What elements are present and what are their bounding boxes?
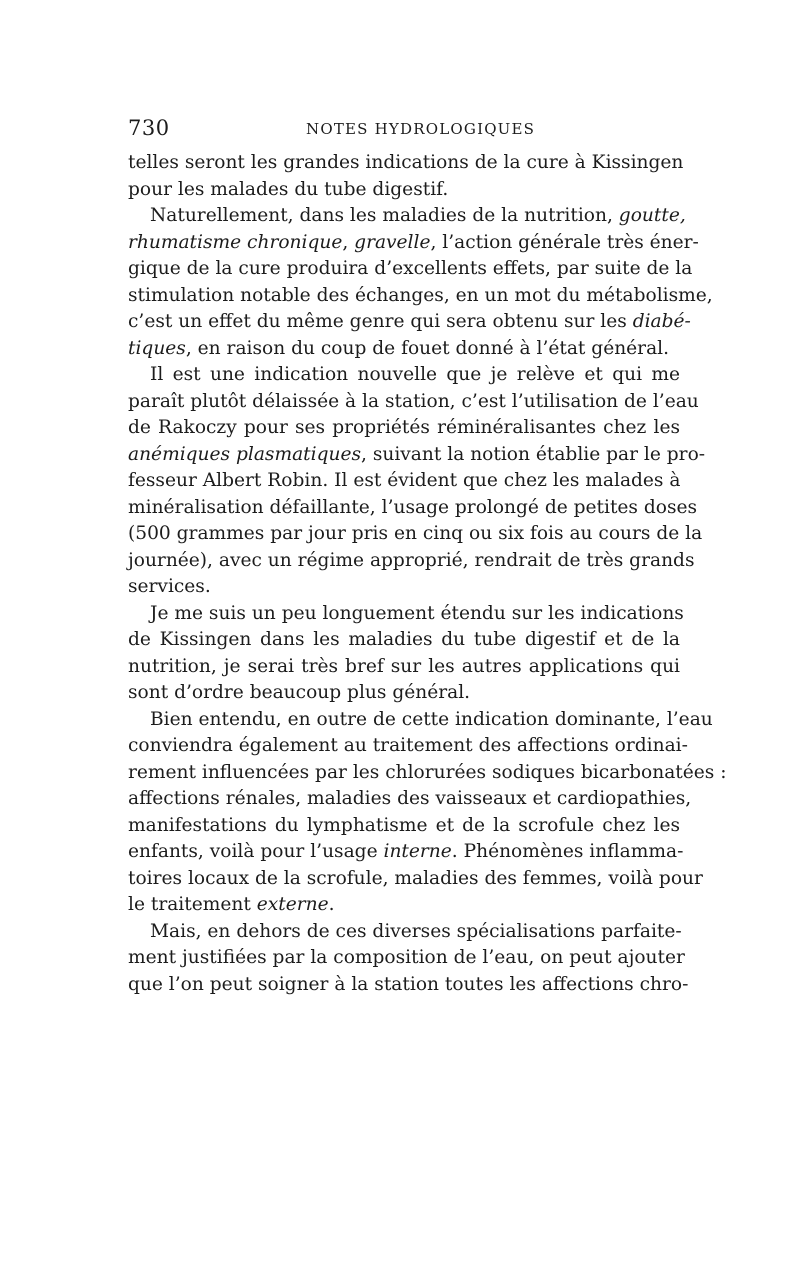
text-line	[128, 495, 698, 522]
text-line	[128, 707, 713, 734]
text-run: conviendra également au traitement des affections ordinai-	[128, 735, 688, 756]
text-line	[128, 627, 680, 654]
text-run: que l’on peut soigner à la station toutes les affections chro-	[128, 973, 689, 995]
text-run: , en raison du coup de fouet donné à l’état général.	[185, 337, 670, 359]
running-title: NOTES HYDROLOGIQUES	[306, 120, 536, 138]
text-line	[128, 786, 692, 813]
page-header	[128, 116, 680, 146]
text-line	[128, 654, 680, 681]
text-run: .	[328, 894, 335, 915]
text-line	[128, 283, 713, 310]
text-line	[128, 866, 703, 893]
text-run: fesseur Albert Robin. Il est évident que chez les malades à	[128, 470, 681, 491]
text-line	[128, 733, 688, 760]
text-line	[128, 521, 703, 548]
text-line	[128, 601, 684, 628]
text-run: Naturellement, dans les maladies de la nutrition,	[150, 205, 619, 226]
text-line	[128, 230, 699, 257]
text-run: gique de la cure produira d’excellents effets, par suite de la	[128, 258, 693, 279]
text-line	[128, 574, 680, 601]
text-run: telles seront les grandes indications de la cure à Kissingen	[128, 152, 684, 173]
text-run: (500 grammes par jour pris en cinq ou six fois au cours de la	[128, 523, 703, 544]
text-line	[128, 892, 680, 919]
text-run: services.	[128, 576, 211, 597]
italic-run: goutte,	[618, 205, 686, 226]
text-run: toires locaux de la scrofule, maladies des femmes, voilà pour	[128, 867, 703, 889]
italic-run: interne	[383, 841, 452, 862]
text-line	[128, 813, 680, 840]
text-run: ment justifiées par la composition de l’eau, on peut ajouter	[128, 947, 685, 968]
text-line	[128, 839, 684, 866]
text-run: enfants, voilà pour l’usage	[128, 841, 384, 862]
text-run: stimulation notable des échanges, en un mot du métabolisme,	[128, 284, 713, 306]
italic-run: tiques	[128, 337, 186, 359]
italic-run: anémiques plasmatiques	[128, 443, 362, 465]
text-run: c’est un effet du même genre qui sera obtenu sur les	[128, 311, 633, 332]
text-run: affections rénales, maladies des vaisseaux et cardiopathies,	[128, 788, 692, 809]
text-run: paraît plutôt délaissée à la station, c’est l’utilisation de l’eau	[128, 390, 699, 412]
text-run: de Kissingen dans les maladies du tube digestif et de la	[128, 629, 680, 650]
text-line	[128, 256, 693, 283]
text-line	[128, 389, 699, 416]
text-run: Mais, en dehors de ces diverses spécialisations parfaite-	[150, 920, 682, 942]
text-line	[128, 177, 680, 204]
text-line	[128, 336, 680, 363]
text-run: Je me suis un peu longuement étendu sur les indications	[150, 602, 684, 624]
text-run: le traitement	[128, 894, 257, 915]
text-run: , l’action générale très éner-	[430, 231, 699, 253]
text-run: sont d’ordre beaucoup plus général.	[128, 682, 471, 703]
text-line	[128, 945, 685, 972]
text-run: ,	[342, 231, 355, 253]
italic-run: gravelle	[354, 231, 431, 253]
text-run: Il est une indication nouvelle que je relève et qui me	[150, 364, 680, 385]
text-run: nutrition, je serai très bref sur les autres applications qui	[128, 655, 680, 677]
text-line	[128, 415, 680, 442]
text-line	[128, 680, 680, 707]
text-run: minéralisation défaillante, l’usage prolongé de petites doses	[128, 496, 698, 518]
text-run: Bien entendu, en outre de cette indication dominante, l’eau	[150, 708, 713, 730]
text-line	[128, 150, 684, 177]
text-line	[128, 548, 695, 575]
page-number: 730	[128, 116, 170, 140]
italic-run: rhumatisme chronique	[128, 231, 343, 253]
italic-run: diabé-	[632, 311, 691, 332]
text-line	[128, 442, 706, 469]
italic-run: externe	[256, 894, 329, 915]
text-line	[128, 972, 689, 999]
text-line	[128, 203, 686, 230]
text-line	[128, 919, 680, 946]
text-run: . Phénomènes inflamma-	[451, 841, 684, 862]
text-line	[128, 309, 691, 336]
text-run: de Rakoczy pour ses propriétés réminéralisantes chez les	[128, 417, 680, 438]
text-run: manifestations du lymphatisme et de la scrofule chez les	[128, 814, 680, 836]
body-text	[128, 150, 727, 998]
text-line	[128, 760, 727, 787]
text-run: journée), avec un régime approprié, rendrait de très grands	[128, 549, 695, 571]
text-run: , suivant la notion établie par le pro-	[361, 443, 706, 465]
text-line	[128, 468, 680, 495]
text-line	[128, 362, 680, 389]
text-run: rement influencées par les chlorurées sodiques bicarbonatées :	[128, 761, 727, 783]
text-run: pour les malades du tube digestif.	[128, 178, 449, 200]
